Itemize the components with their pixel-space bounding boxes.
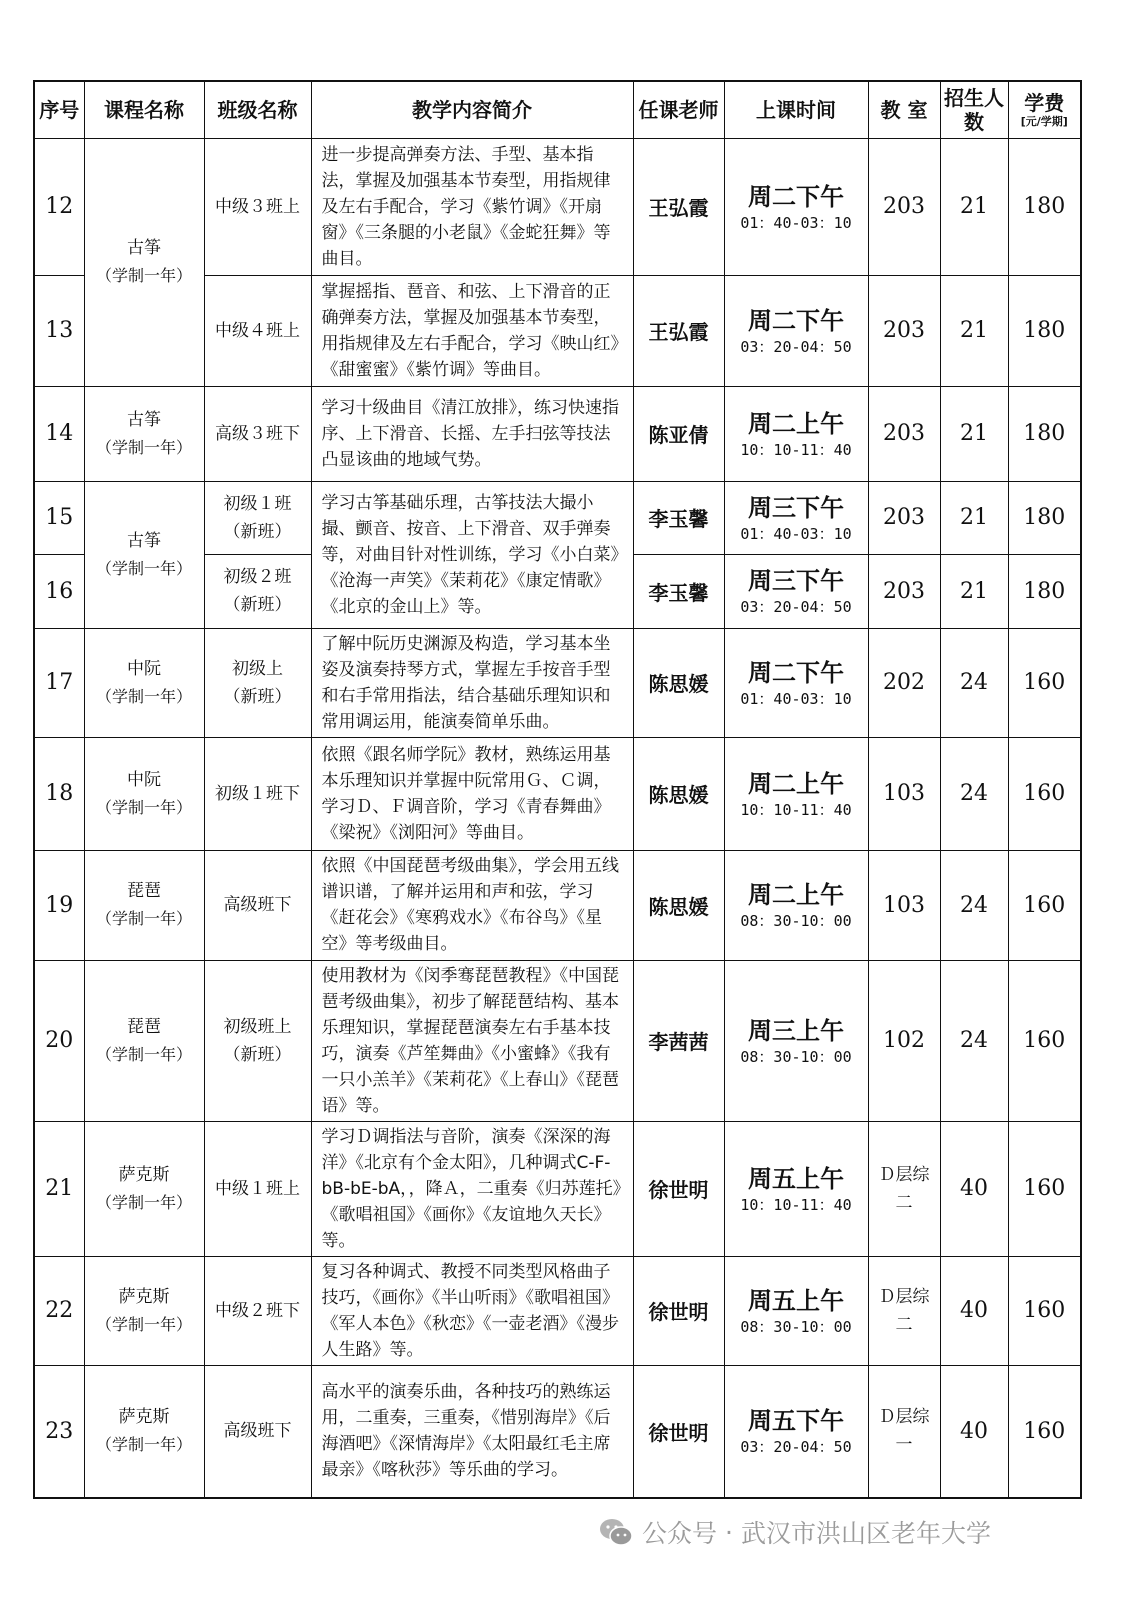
capacity: 40	[940, 1256, 1008, 1365]
classroom-line: 二	[895, 1314, 913, 1335]
time-hours: 03：20-04：50	[740, 598, 852, 616]
fee: 180	[1008, 481, 1081, 554]
table-row	[34, 1365, 1081, 1498]
time-hours: 08：30-10：00	[740, 912, 852, 930]
class-time	[724, 628, 868, 737]
capacity: 24	[940, 850, 1008, 960]
time-hours: 03：20-04：50	[740, 337, 852, 356]
capacity: 40	[940, 1121, 1008, 1256]
classroom: 203	[868, 554, 940, 628]
row-seq: 16	[34, 554, 84, 628]
content-description: 学习古筝基础乐理，古筝技法大撮小撮、颤音、按音、上下滑音、双手弹奏等，对曲目针对性训练，学习《小白菜》《沧海一声笑》《茉莉花》《康定情歌》《北京的金山上》等。	[311, 481, 633, 628]
class-name: 初级１班下	[204, 737, 311, 850]
fee: 160	[1008, 737, 1081, 850]
classroom	[868, 1121, 940, 1256]
course-name: 萨克斯	[118, 1286, 170, 1307]
fee: 180	[1008, 554, 1081, 628]
content-description: 进一步提高弹奏方法、手型、基本指法，掌握及加强基本节奏型，用指规律及左右手配合，学习《紫竹调》《开扇窗》《三条腿的小老鼠》《金蛇狂舞》等曲目。	[311, 138, 633, 275]
teacher-name: 陈思媛	[633, 628, 724, 737]
time-day: 周三下午	[748, 493, 844, 522]
row-seq: 18	[34, 737, 84, 850]
time-day: 周二上午	[748, 881, 844, 909]
capacity: 24	[940, 628, 1008, 737]
time-day: 周二上午	[748, 769, 844, 798]
class-name	[204, 960, 311, 1121]
course-name: 古筝	[127, 530, 161, 551]
header-fee-label: 学费	[1024, 91, 1065, 116]
class-time	[724, 1121, 868, 1256]
table-row	[34, 737, 1081, 850]
row-seq: 12	[34, 138, 84, 275]
course-duration: （学制一年）	[95, 1192, 192, 1212]
header-room: 教 室	[868, 81, 940, 138]
header-fee-unit: [元/学期]	[1020, 115, 1068, 129]
header-teacher: 任课老师	[633, 81, 724, 138]
course-duration: （学制一年）	[95, 797, 192, 817]
time-day: 周五下午	[748, 1407, 844, 1436]
content-description: 复习各种调式、教授不同类型风格曲子技巧，《画你》《半山听雨》《歌唱祖国》《军人本色》《秋恋》《一壶老酒》《漫步人生路》等。	[311, 1256, 633, 1365]
capacity: 21	[940, 554, 1008, 628]
header-course: 课程名称	[84, 81, 204, 138]
header-content: 教学内容简介	[311, 81, 633, 138]
row-seq: 13	[34, 275, 84, 386]
course-duration: （学制一年）	[95, 909, 192, 928]
classroom	[868, 1365, 940, 1498]
course-cell	[84, 138, 204, 386]
classroom: 203	[868, 481, 940, 554]
header-fee	[1008, 81, 1081, 138]
time-day: 周二下午	[748, 182, 844, 211]
course-cell	[84, 1365, 204, 1498]
teacher-name: 王弘霞	[633, 275, 724, 386]
class-name-line: 初级上	[232, 658, 283, 679]
table-row	[34, 628, 1081, 737]
course-name: 琵琶	[127, 1016, 161, 1037]
row-seq: 19	[34, 850, 84, 960]
class-name-line: 初级２班	[223, 567, 292, 587]
classroom	[868, 1256, 940, 1365]
wechat-icon	[598, 1517, 634, 1547]
table-row	[34, 1121, 1081, 1256]
class-name	[204, 554, 311, 628]
class-name	[204, 628, 311, 737]
class-name-note: （新班）	[223, 521, 292, 542]
teacher-name: 陈亚倩	[633, 386, 724, 481]
header-time: 上课时间	[724, 81, 868, 138]
time-day: 周三上午	[748, 1016, 844, 1045]
time-hours: 01：40-03：10	[740, 213, 852, 232]
capacity: 21	[940, 275, 1008, 386]
fee: 160	[1008, 1121, 1081, 1256]
content-description: 依照《跟名师学阮》教材，熟练运用基本乐理知识并掌握中阮常用Ｇ、Ｃ调，学习Ｄ、Ｆ调音阶，学习《青春舞曲》《梁祝》《浏阳河》等曲目。	[311, 737, 633, 850]
classroom: 103	[868, 850, 940, 960]
teacher-name: 王弘霞	[633, 138, 724, 275]
class-name: 中级３班上	[204, 138, 311, 275]
classroom: 203	[868, 275, 940, 386]
course-name: 萨克斯	[118, 1407, 170, 1428]
classroom-line: Ｄ层综	[878, 1286, 930, 1307]
class-name: 中级１班上	[204, 1121, 311, 1256]
header-capacity: 招生人数	[940, 81, 1008, 138]
course-name: 中阮	[127, 658, 161, 679]
time-day: 周二上午	[748, 409, 844, 438]
classroom-line: 一	[895, 1435, 913, 1456]
class-time	[724, 850, 868, 960]
course-duration: （学制一年）	[95, 1435, 192, 1455]
content-description: 学习Ｄ调指法与音阶，演奏《深深的海洋》《北京有个金太阳》，几种调式C-F-bB-bE-bA，，降Ａ，二重奏《归苏莲托》《歌唱祖国》《画你》《友谊地久天长》等。	[311, 1121, 633, 1256]
course-duration: （学制一年）	[95, 266, 192, 285]
capacity: 24	[940, 960, 1008, 1121]
course-cell	[84, 960, 204, 1121]
course-name: 中阮	[127, 769, 161, 790]
course-duration: （学制一年）	[95, 1314, 192, 1334]
capacity: 21	[940, 481, 1008, 554]
content-description: 使用教材为《闵季骞琵琶教程》《中国琵琶考级曲集》，初步了解琵琶结构、基本乐理知识，掌握琵琶演奏左右手基本技巧，演奏《芦笙舞曲》《小蜜蜂》《我有一只小羔羊》《茉莉花》《上春山》《琵琶语》等。	[311, 960, 633, 1121]
row-seq: 17	[34, 628, 84, 737]
class-name-note: （新班）	[223, 595, 292, 615]
class-time	[724, 481, 868, 554]
watermark-separator: ·	[725, 1517, 733, 1547]
class-time	[724, 554, 868, 628]
table-row	[34, 850, 1081, 960]
classroom: 103	[868, 737, 940, 850]
class-name: 高级班下	[204, 850, 311, 960]
row-seq: 14	[34, 386, 84, 481]
classroom: 203	[868, 138, 940, 275]
course-name: 琵琶	[127, 881, 161, 901]
course-duration: （学制一年）	[95, 558, 192, 578]
time-day: 周三下午	[748, 567, 844, 595]
content-description: 学习十级曲目《清江放排》，练习快速指序、上下滑音、长摇、左手扫弦等技法凸显该曲的地域气势。	[311, 386, 633, 481]
fee: 160	[1008, 960, 1081, 1121]
watermark-account: 武汉市洪山区老年大学	[740, 1519, 991, 1548]
course-name: 古筝	[127, 409, 161, 430]
table-row	[34, 386, 1081, 481]
fee: 180	[1008, 275, 1081, 386]
time-hours: 10：10-11：40	[740, 800, 852, 819]
class-time	[724, 1365, 868, 1498]
time-day: 周五上午	[748, 1286, 844, 1315]
teacher-name: 李茜茜	[633, 960, 724, 1121]
course-cell	[84, 628, 204, 737]
teacher-name: 李玉馨	[633, 554, 724, 628]
teacher-name: 陈思媛	[633, 850, 724, 960]
capacity: 24	[940, 737, 1008, 850]
course-duration: （学制一年）	[95, 686, 192, 706]
row-seq: 21	[34, 1121, 84, 1256]
class-time	[724, 737, 868, 850]
table-row	[34, 138, 1081, 275]
row-seq: 22	[34, 1256, 84, 1365]
class-time	[724, 386, 868, 481]
teacher-name: 徐世明	[633, 1256, 724, 1365]
class-name-line: 初级班上	[223, 1016, 292, 1037]
content-description: 掌握摇指、琶音、和弦、上下滑音的正确弹奏方法，掌握及加强基本节奏型，用指规律及左右手配合，学习《映山红》《甜蜜蜜》《紫竹调》等曲目。	[311, 275, 633, 386]
header-row	[34, 81, 1081, 138]
fee: 180	[1008, 386, 1081, 481]
fee: 160	[1008, 850, 1081, 960]
course-cell	[84, 386, 204, 481]
content-description: 了解中阮历史渊源及构造，学习基本坐姿及演奏持琴方式，掌握左手按音手型和右手常用指法，结合基础乐理知识和常用调运用，能演奏简单乐曲。	[311, 628, 633, 737]
wechat-watermark	[598, 1512, 1078, 1552]
class-name: 高级班下	[204, 1365, 311, 1498]
content-description: 依照《中国琵琶考级曲集》，学会用五线谱识谱，了解并运用和声和弦，学习《赶花会》《寒鸦戏水》《布谷鸟》《星空》等考级曲目。	[311, 850, 633, 960]
class-time	[724, 960, 868, 1121]
class-time	[724, 275, 868, 386]
course-duration: （学制一年）	[95, 1044, 192, 1064]
teacher-name: 李玉馨	[633, 481, 724, 554]
course-name: 萨克斯	[118, 1164, 170, 1185]
class-name: 中级４班上	[204, 275, 311, 386]
row-seq: 23	[34, 1365, 84, 1498]
time-hours: 10：10-11：40	[740, 1195, 852, 1214]
time-day: 周二下午	[748, 658, 844, 687]
class-name-note: （新班）	[223, 686, 292, 707]
watermark-label: 公众号	[642, 1519, 718, 1548]
row-seq: 15	[34, 481, 84, 554]
course-cell	[84, 1121, 204, 1256]
course-cell	[84, 481, 204, 628]
course-cell	[84, 737, 204, 850]
classroom-line: 二	[895, 1192, 913, 1213]
capacity: 21	[940, 386, 1008, 481]
course-name: 古筝	[127, 238, 161, 258]
fee: 160	[1008, 1256, 1081, 1365]
classroom: 203	[868, 386, 940, 481]
classroom: 202	[868, 628, 940, 737]
teacher-name: 徐世明	[633, 1365, 724, 1498]
class-name-note: （新班）	[223, 1044, 292, 1065]
course-cell	[84, 1256, 204, 1365]
header-class-name: 班级名称	[204, 81, 311, 138]
classroom-line: Ｄ层综	[878, 1164, 930, 1185]
time-hours: 10：10-11：40	[740, 440, 852, 459]
teacher-name: 徐世明	[633, 1121, 724, 1256]
table-row	[34, 1256, 1081, 1365]
class-time	[724, 1256, 868, 1365]
fee: 180	[1008, 138, 1081, 275]
class-name-line: 初级１班	[223, 493, 292, 514]
course-cell	[84, 850, 204, 960]
teacher-name: 陈思媛	[633, 737, 724, 850]
table-row	[34, 481, 1081, 554]
class-name: 高级３班下	[204, 386, 311, 481]
class-name	[204, 481, 311, 554]
class-name: 中级２班下	[204, 1256, 311, 1365]
classroom-line: Ｄ层综	[878, 1407, 930, 1428]
table-row	[34, 960, 1081, 1121]
header-seq: 序号	[34, 81, 84, 138]
course-duration: （学制一年）	[95, 437, 192, 457]
fee: 160	[1008, 1365, 1081, 1498]
content-description: 高水平的演奏乐曲，各种技巧的熟练运用，二重奏，三重奏，《惜别海岸》《后海酒吧》《深情海岸》《太阳最红毛主席最亲》《喀秋莎》等乐曲的学习。	[311, 1365, 633, 1498]
row-seq: 20	[34, 960, 84, 1121]
time-hours: 08：30-10：00	[740, 1047, 852, 1066]
time-hours: 01：40-03：10	[740, 689, 852, 708]
time-hours: 08：30-10：00	[740, 1317, 852, 1336]
course-schedule-table	[33, 80, 1082, 1499]
time-hours: 01：40-03：10	[740, 524, 852, 543]
classroom: 102	[868, 960, 940, 1121]
capacity: 21	[940, 138, 1008, 275]
time-day: 周二下午	[748, 306, 844, 335]
time-hours: 03：20-04：50	[740, 1438, 852, 1457]
capacity: 40	[940, 1365, 1008, 1498]
class-time	[724, 138, 868, 275]
fee: 160	[1008, 628, 1081, 737]
time-day: 周五上午	[748, 1164, 844, 1193]
